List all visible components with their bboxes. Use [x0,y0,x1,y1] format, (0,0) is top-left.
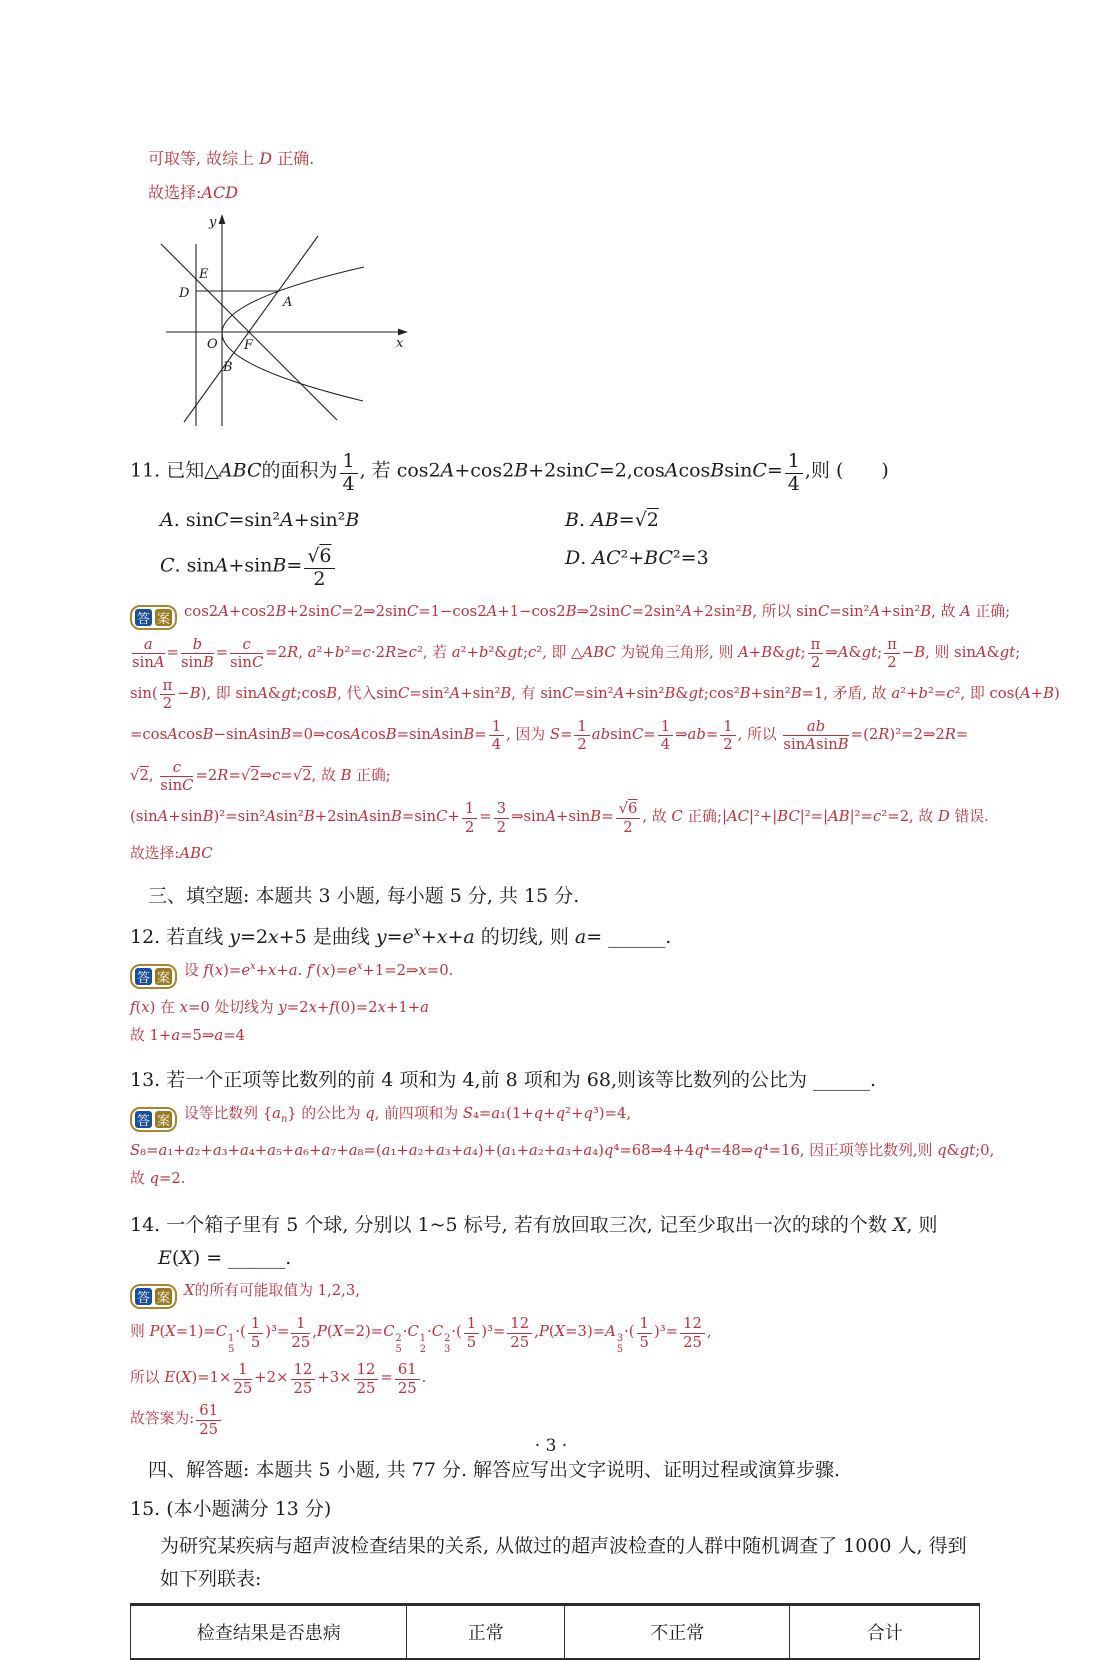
answer-badge-right: 案 [155,1288,172,1305]
answer-badge-right: 案 [155,1111,172,1128]
answer-line: 故 q=2. [130,1170,186,1188]
answer-badge [130,1107,177,1132]
answer-text: 设 $f(x)=e^x+x+a$. $f'(x)=e^x+1=2\Rightarrow x=0$. [184,961,454,980]
answer-line: $\frac{a}{\sin A}$ = $\frac{b}{\sin B}$ = $\frac{c}{\sin C}$ =2R, a²+b²=c·2R≥c², 若 a²+b²&gt;c², 即 △ABC 为锐角三角形, 则 A+B&gt; $\frac{\pi}{2}$ ⇒A&gt; $\frac{\pi}{2}$ −B, 则 sinA&gt; [132,635,1021,672]
answer-text: X的所有可能取值为 1,2,3, [184,1282,360,1300]
answer-line [130,600,1011,630]
table-header-cell: 不正常 [564,1605,789,1660]
answer-badge-right: 案 [155,609,172,626]
q14-answer-block [130,1279,980,1437]
answer-badge [130,1284,177,1309]
answer-text: 设等比数列 $\{a_n\}$ 的公比为 q, 前四项和为 S₄=a₁(1+q+q²+q³)=4, [184,1105,632,1126]
q11-stem: 11. 已知△ABC的面积为 $\frac{1}{4}$ , 若 cos2A+cos2B+2sinC=2,cosAcosBsinC= $\frac{1}{4}$ ,则 ( ) [130,450,889,495]
q15-paragraph-line: 为研究某疾病与超声波检查结果的关系, 从做过的超声波检查的人群中随机调查了 1000 人, 得到 [160,1535,967,1558]
label-E: E [199,267,209,282]
label-A: A [283,295,293,310]
answer-badge-left: 答 [135,1111,152,1128]
prev-answer-choice: 故选择:ACD [148,183,239,202]
answer-line [130,1279,980,1309]
answer-conclusion: 故选择:ABC [130,845,213,863]
q14-stem-blank: E(X) = ______. [158,1247,292,1270]
q11-answer-block [130,600,1060,863]
table-header-cell: 合计 [790,1605,980,1660]
q11-option-a: A. sinC=sin²A+sin²B [160,508,360,531]
table-header-cell: 检查结果是否患病 [131,1605,407,1660]
answer-line: =cosAcosB−sinAsinB=0⇒cosAcosB=sinAsinB= $\frac{1}{4}$ , 因为 S= $\frac{1}{2}$ absinC= $\frac{1}{4}$ ⇒ab= $\frac{1}{2}$ , 所以 $\frac{ab}{\text{sinAsinB}}$ =(2R)²=2⇒2R= [130,717,969,754]
answer-line: sin( $\frac{\pi}{2}$ −B), 即 sinA&gt;cosB, 代入sinC=sin²A+sin²B, 有 sinC=sin²A+sin²B&gt;cos²B+sin²B=1, 矛盾, 故 a²+b²=c², 即 cos(A+B) [130,676,1060,713]
q11-option-d: D. AC²+BC²=3 [565,546,709,569]
answer-badge-left: 答 [135,968,152,985]
answer-line: 所以 E(X)=1× $\frac{1}{25}$ +2× $\frac{12}{25}$ +3× $\frac{12}{25}$ = $\frac{61}{25}$ . [130,1361,427,1397]
q11-option-b: B. AB=√2 [565,508,659,531]
label-y: y [209,215,217,230]
q15-paragraph-line: 如下列联表: [160,1568,262,1591]
section-3-heading: 三、填空题: 本题共 3 小题, 每小题 5 分, 共 15 分. [148,885,580,908]
answer-line: 则 P(X=1)=C 1 5 ·( $\frac{1}{5}$ )³= $\frac{1}{25}$ ,P(X=2)=C 2 5 ·C 1 2 ·C 2 3 ·( $\frac{1}{5}$ )³= $\frac{12}{25}$ ,P(X=3)=A 3 5 ·( $\frac{1}{5}$ )³= $\frac{12}{25}$ , [130,1315,712,1355]
answer-line: (sinA+sinB)²=sin²Asin²B+2sinAsinB=sinC+ $\frac{1}{2}$ = $\frac{3}{2}$ ⇒sinA+sinB= $\frac{√6}{2}$ , 故 C 正确;|AC|²+|BC|²=|AB|²=c²=2, 故 D 错误. [130,800,989,836]
q11-option-c: C. sinA+sinB= $\frac{√6}{2}$ [160,547,565,590]
focal-chord-ab [184,236,318,422]
x-axis-arrow [398,329,408,336]
answer-line: √2, $\frac{c}{\sin C}$ =2R=√2⇒c=√2, 故 B 正确; [130,758,391,795]
q13-stem: 13. 若一个正项等比数列的前 4 项和为 4,前 8 项和为 68,则该等比数列的公比为 ______. [130,1069,877,1092]
page-number: · 3 · [534,1436,568,1456]
answer-text: cos2A+cos2B+2sinC=2⇒2sinC=1−cos2A+1−cos2B⇒2sinC=2sin²A+2sin²B, 所以 sinC=sin²A+sin²B, 故 A 正确; [184,602,1011,620]
q11-options [160,509,980,590]
answer-badge [130,605,177,630]
answer-line [130,959,980,989]
answer-line: 故答案为: $\frac{61}{25}$ [130,1403,980,1437]
answer-line [130,1102,980,1132]
answer-badge-right: 案 [155,968,172,985]
label-D: D [179,286,190,301]
answer-line: 故 1+a=5⇒a=4 [130,1027,246,1045]
parabola-curve [222,267,364,401]
answer-line: S₈=a₁+a₂+a₃+a₄+a₅+a₆+a₇+a₈=(a₁+a₂+a₃+a₄)+(a₁+a₂+a₃+a₄)q⁴=68⇒4+4q⁴=48⇒q⁴=16, 因正项等比数列,则 q&gt;0, [130,1142,995,1160]
page-content [130,146,1060,1660]
q12-stem: 12. 若直线 y=2x+5 是曲线 $y=e^x+x+a$ 的切线, 则 a= ______. [130,923,672,949]
prev-answer-note: 可取等, 故综上 D 正确. [148,149,315,168]
table-header-cell: 正常 [407,1605,565,1660]
parabola-figure [146,214,426,426]
label-x: x [396,336,404,351]
answer-badge-left: 答 [135,609,152,626]
label-O: O [207,337,218,352]
label-B: B [223,360,233,375]
table-header-row [131,1605,980,1660]
y-axis-arrow [219,214,226,224]
section-4-heading: 四、解答题: 本题共 5 小题, 共 77 分. 解答应写出文字说明、证明过程或演算步骤. [148,1459,841,1482]
answer-badge-left: 答 [135,1288,152,1305]
q12-answer-block [130,959,980,1045]
q14-stem: 14. 一个箱子里有 5 个球, 分别以 1~5 标号, 若有放回取三次, 记至少取出一次的球的个数 X, 则 [130,1214,938,1237]
q13-answer-block [130,1102,995,1188]
answer-badge [130,964,177,989]
answer-line: f(x) 在 x=0 处切线为 y=2x+f(0)=2x+1+a [130,999,429,1017]
label-F: F [244,338,254,353]
q15-heading: 15. (本小题满分 13 分) [130,1498,332,1521]
contingency-table [130,1603,980,1660]
